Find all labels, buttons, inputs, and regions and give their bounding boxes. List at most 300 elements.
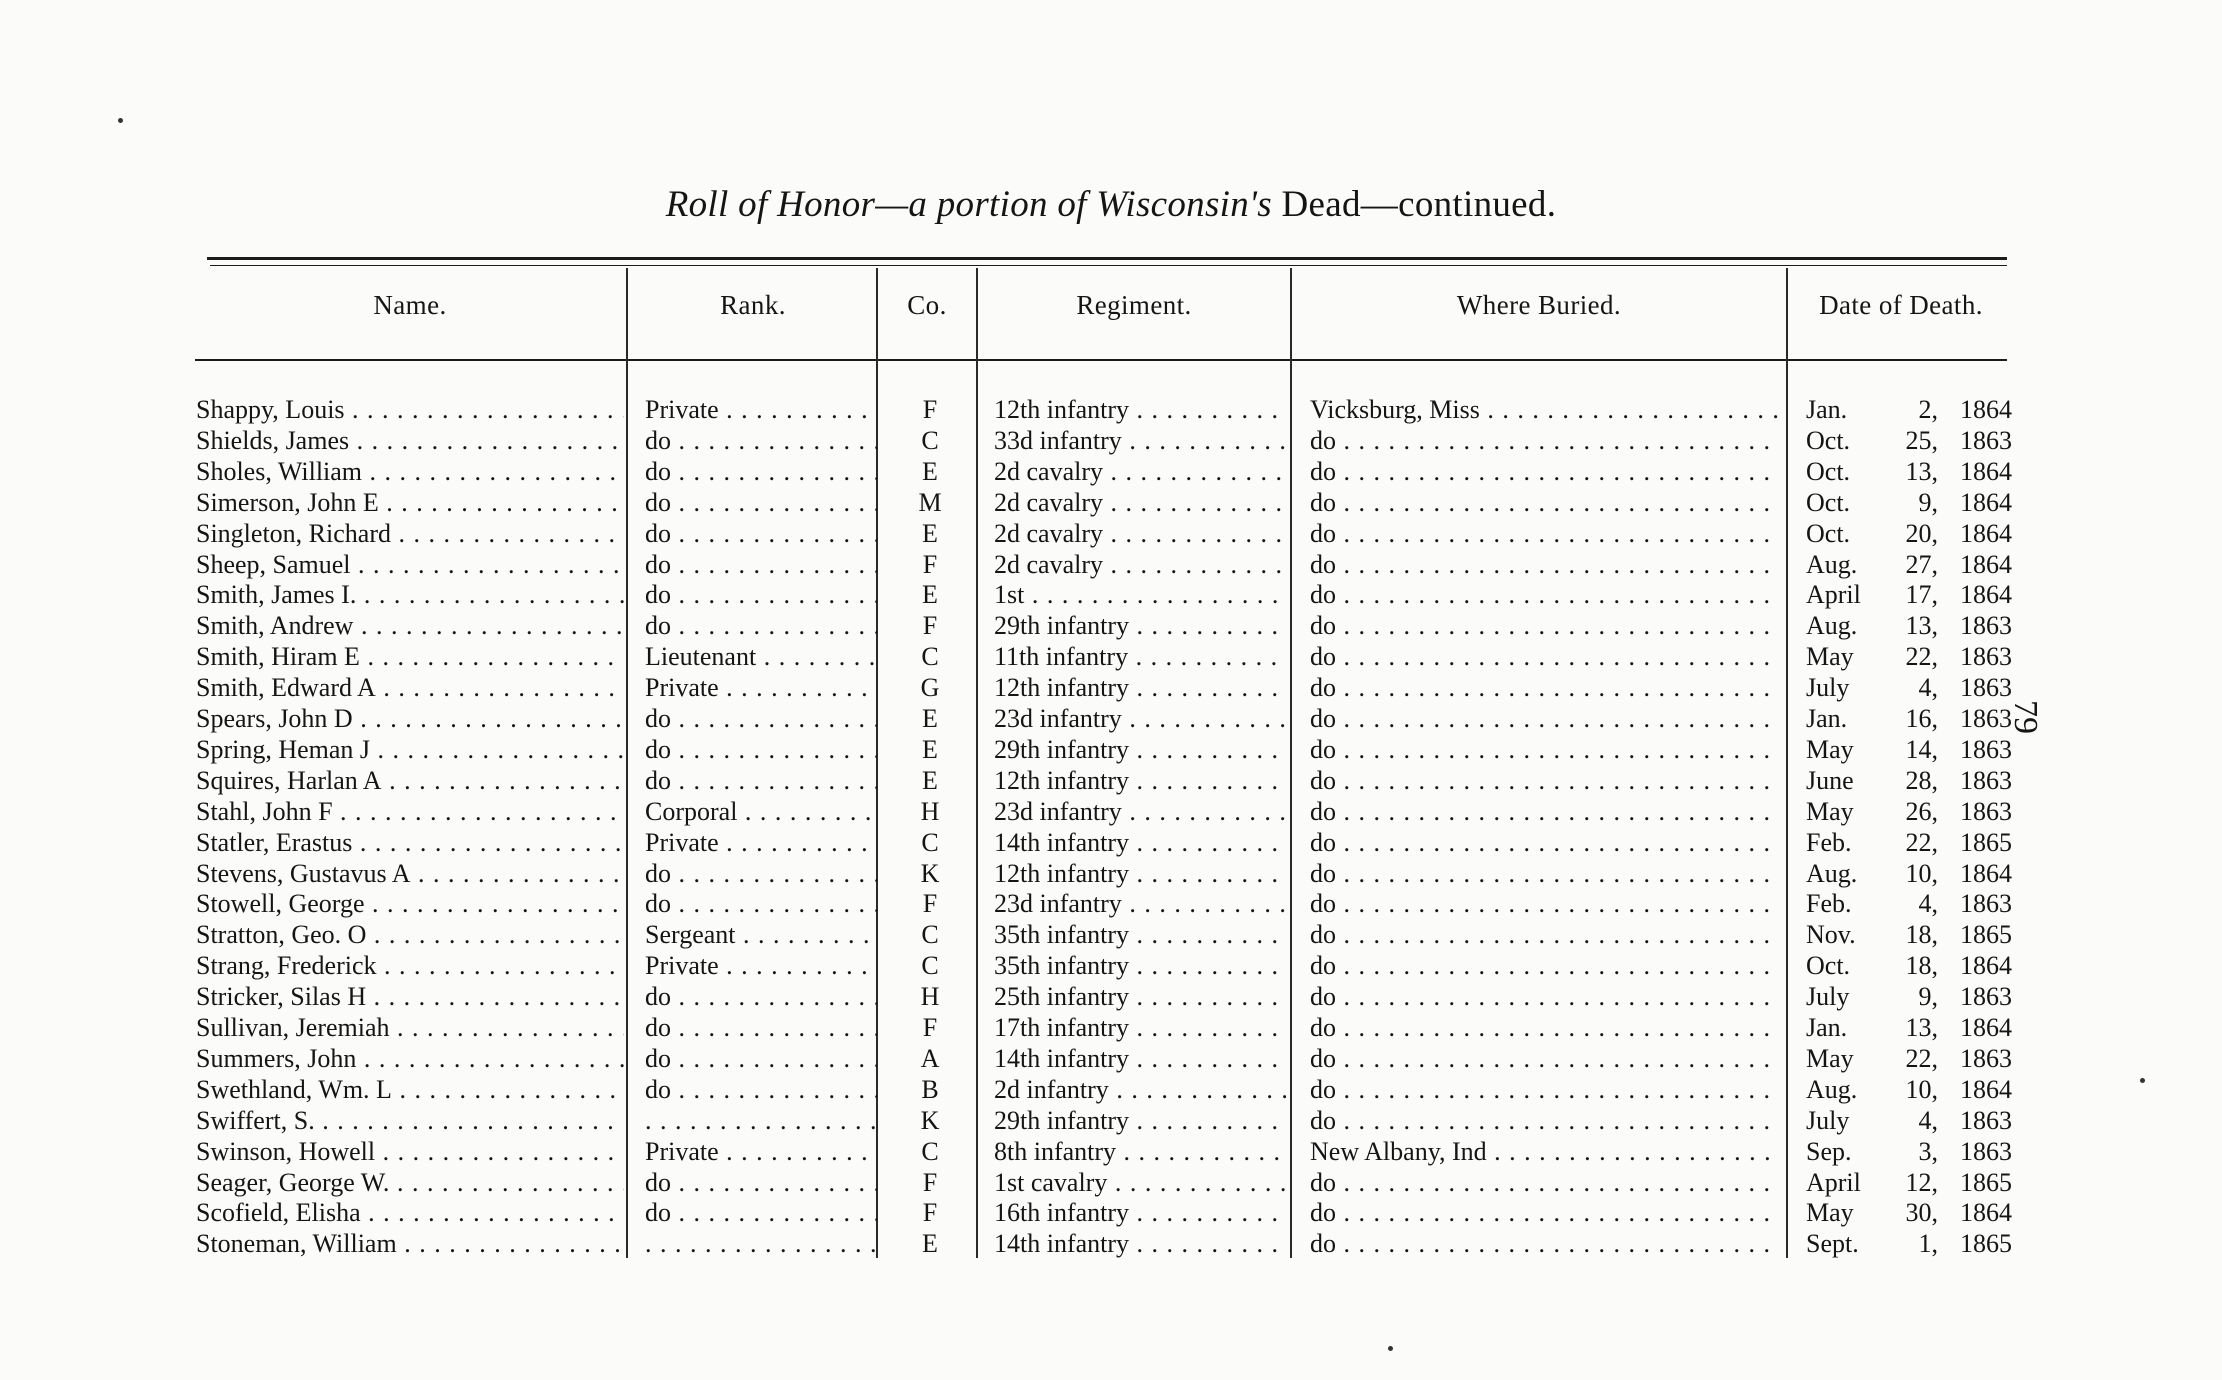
table-row — [0, 1228, 2222, 1259]
death-year: 1864 — [1960, 549, 2012, 579]
company-cell-text: F — [922, 1198, 938, 1228]
name-cell — [196, 1228, 624, 1259]
death-year: 1863 — [1960, 1105, 2012, 1135]
rank-cell-text: Sergeant — [645, 920, 736, 950]
regiment-cell — [994, 1074, 1286, 1105]
company-cell — [890, 1136, 970, 1167]
name-cell — [196, 487, 624, 518]
where-buried-cell-text: do — [1310, 673, 1336, 703]
company-cell — [890, 1043, 970, 1074]
death-year: 1863 — [1960, 704, 2012, 733]
regiment-cell-text: 17th infantry — [994, 1013, 1130, 1042]
death-day: 4, — [1918, 1105, 1938, 1135]
death-day: 9, — [1918, 982, 1938, 1012]
where-buried-cell-text: do — [1310, 518, 1336, 548]
death-year: 1865 — [1960, 827, 2012, 857]
company-cell — [890, 579, 970, 610]
column-header-regiment: Regiment. — [1076, 290, 1192, 320]
regiment-cell — [994, 1043, 1286, 1074]
column-header-where-buried: Where Buried. — [1456, 290, 1622, 320]
rank-cell — [645, 1228, 877, 1259]
name-cell-text: Swinson, Howell — [196, 1136, 376, 1166]
where-buried-cell — [1310, 703, 1780, 734]
rank-cell-text: do — [645, 1167, 671, 1197]
where-buried-cell — [1310, 919, 1780, 950]
rank-cell — [645, 703, 877, 734]
regiment-cell-text: 12th infantry — [994, 673, 1130, 703]
date-of-death-cell — [1806, 888, 2012, 919]
company-cell — [890, 518, 970, 549]
rank-cell-text: do — [645, 704, 671, 733]
name-cell — [196, 734, 624, 765]
death-day: 4, — [1918, 889, 1938, 919]
regiment-cell-text: 25th infantry — [994, 982, 1130, 1012]
regiment-cell-text: 29th infantry — [994, 734, 1130, 764]
name-cell — [196, 518, 624, 549]
death-day: 9, — [1918, 487, 1938, 517]
name-cell-text: Stevens, Gustavus A — [196, 858, 411, 888]
death-month: Oct. — [1806, 518, 1851, 548]
rank-cell-text: do — [645, 456, 671, 486]
death-day: 14, — [1905, 734, 1938, 764]
column-header-date-of-death: Date of Death. — [1819, 290, 1983, 320]
death-year: 1863 — [1960, 1043, 2012, 1073]
where-buried-cell — [1310, 641, 1780, 672]
where-buried-cell — [1310, 1136, 1780, 1167]
where-buried-cell — [1310, 394, 1780, 425]
name-cell — [196, 641, 624, 672]
regiment-cell-text: 14th infantry — [994, 1229, 1130, 1259]
death-year: 1864 — [1960, 518, 2012, 548]
print-speck — [118, 118, 123, 123]
title-wisconsin: Wisconsin's — [1096, 184, 1272, 225]
regiment-cell — [994, 1228, 1286, 1259]
date-of-death-cell — [1806, 1012, 2012, 1043]
where-buried-cell-text: do — [1310, 734, 1336, 764]
regiment-cell-text: 35th infantry — [994, 920, 1130, 950]
date-of-death-cell — [1806, 858, 2012, 889]
date-of-death-cell — [1806, 703, 2012, 734]
page-number: 79 — [2007, 700, 2044, 734]
rank-cell — [645, 796, 877, 827]
rank-cell-text: do — [645, 1043, 671, 1073]
company-cell-text: E — [922, 1229, 938, 1259]
rank-cell — [645, 950, 877, 981]
regiment-cell-text: 29th infantry — [994, 1105, 1130, 1135]
death-year: 1864 — [1960, 858, 2012, 888]
death-day: 27, — [1905, 549, 1938, 579]
name-cell — [196, 1105, 624, 1136]
where-buried-cell — [1310, 1012, 1780, 1043]
company-cell — [890, 394, 970, 425]
death-month: May — [1806, 734, 1854, 764]
regiment-cell — [994, 518, 1286, 549]
date-of-death-cell — [1806, 981, 2012, 1012]
death-year: 1863 — [1960, 1136, 2012, 1166]
rank-cell-text: Private — [645, 827, 719, 857]
name-cell — [196, 549, 624, 580]
table-row — [0, 487, 2222, 518]
death-month: July — [1806, 673, 1850, 703]
name-cell — [196, 579, 624, 610]
regiment-cell — [994, 919, 1286, 950]
where-buried-cell-text: do — [1310, 889, 1336, 919]
company-cell-text: G — [920, 673, 940, 703]
company-cell-text: E — [922, 704, 938, 733]
regiment-cell-text: 2d cavalry — [994, 456, 1104, 486]
table-row — [0, 858, 2222, 889]
name-cell-text: Strang, Frederick — [196, 951, 377, 981]
regiment-cell-text: 23d infantry — [994, 704, 1122, 733]
company-cell — [890, 641, 970, 672]
rank-cell — [645, 1105, 877, 1136]
rank-cell — [645, 734, 877, 765]
where-buried-cell-text: do — [1310, 858, 1336, 888]
company-cell-text: C — [921, 827, 939, 857]
rank-cell-text: do — [645, 734, 671, 764]
death-day: 1, — [1918, 1229, 1938, 1259]
death-year: 1863 — [1960, 734, 2012, 764]
death-month: Aug. — [1806, 549, 1858, 579]
rank-cell-text: do — [645, 549, 671, 579]
death-year: 1863 — [1960, 765, 2012, 795]
top-thin-rule — [210, 265, 2007, 266]
where-buried-cell — [1310, 1197, 1780, 1228]
name-cell-text: Scofield, Elisha — [196, 1198, 361, 1228]
rank-cell — [645, 1167, 877, 1198]
death-year: 1864 — [1960, 951, 2012, 981]
date-of-death-cell — [1806, 827, 2012, 858]
print-speck — [2140, 1078, 2145, 1083]
death-month: May — [1806, 1043, 1854, 1073]
death-day: 26, — [1905, 796, 1938, 826]
date-of-death-cell — [1806, 1043, 2012, 1074]
death-year: 1863 — [1960, 425, 2012, 455]
name-cell-text: Stoneman, William — [196, 1229, 397, 1259]
date-of-death-cell — [1806, 641, 2012, 672]
where-buried-cell — [1310, 858, 1780, 889]
death-day: 13, — [1905, 611, 1938, 641]
rank-cell — [645, 641, 877, 672]
rank-cell-text: do — [645, 487, 671, 517]
regiment-cell-text: 2d cavalry — [994, 549, 1104, 579]
rank-cell-text: do — [645, 1198, 671, 1228]
name-cell — [196, 981, 624, 1012]
where-buried-cell — [1310, 827, 1780, 858]
rank-cell-text: do — [645, 765, 671, 795]
regiment-cell — [994, 1197, 1286, 1228]
where-buried-cell — [1310, 765, 1780, 796]
regiment-cell — [994, 641, 1286, 672]
rank-cell-text: do — [645, 425, 671, 455]
where-buried-cell-text: do — [1310, 951, 1336, 981]
company-cell-text: E — [922, 456, 938, 486]
death-month: Oct. — [1806, 425, 1851, 455]
name-cell — [196, 827, 624, 858]
death-month: Jan. — [1806, 704, 1848, 733]
table-row — [0, 981, 2222, 1012]
rank-cell — [645, 919, 877, 950]
table-row — [0, 796, 2222, 827]
date-of-death-cell — [1806, 1228, 2012, 1259]
where-buried-cell-text: do — [1310, 1229, 1336, 1259]
death-month: Aug. — [1806, 611, 1858, 641]
table-row — [0, 549, 2222, 580]
rank-cell-text: Private — [645, 673, 719, 703]
table-row — [0, 672, 2222, 703]
name-cell-text: Sullivan, Jeremiah — [196, 1013, 390, 1042]
rank-cell — [645, 981, 877, 1012]
table-row — [0, 1197, 2222, 1228]
regiment-cell-text: 23d infantry — [994, 796, 1122, 826]
regiment-cell-text: 2d infantry — [994, 1074, 1109, 1104]
rank-cell — [645, 425, 877, 456]
death-year: 1864 — [1960, 1198, 2012, 1228]
death-year: 1863 — [1960, 673, 2012, 703]
name-cell — [196, 703, 624, 734]
death-day: 10, — [1905, 1074, 1938, 1104]
name-cell-text: Stahl, John F — [196, 796, 333, 826]
regiment-cell-text: 12th infantry — [994, 858, 1130, 888]
company-cell-text: F — [922, 549, 938, 579]
death-day: 16, — [1905, 704, 1938, 733]
where-buried-cell — [1310, 456, 1780, 487]
death-month: May — [1806, 796, 1854, 826]
name-cell-text: Sheep, Samuel — [196, 549, 351, 579]
regiment-cell — [994, 1012, 1286, 1043]
name-cell — [196, 950, 624, 981]
rank-cell — [645, 672, 877, 703]
death-year: 1865 — [1960, 920, 2012, 950]
table-row — [0, 919, 2222, 950]
death-month: Oct. — [1806, 456, 1851, 486]
regiment-cell — [994, 1167, 1286, 1198]
rank-cell-text: do — [645, 611, 671, 641]
regiment-cell — [994, 394, 1286, 425]
company-cell — [890, 1012, 970, 1043]
where-buried-cell-text: do — [1310, 487, 1336, 517]
where-buried-cell-text: do — [1310, 456, 1336, 486]
name-cell-text: Sholes, William — [196, 456, 363, 486]
company-cell-text: C — [921, 642, 939, 672]
company-cell — [890, 950, 970, 981]
death-month: Feb. — [1806, 889, 1852, 919]
date-of-death-cell — [1806, 734, 2012, 765]
name-cell-text: Stricker, Silas H — [196, 982, 367, 1012]
regiment-cell-text: 8th infantry — [994, 1136, 1117, 1166]
rank-cell — [645, 394, 877, 425]
name-cell — [196, 610, 624, 641]
company-cell — [890, 827, 970, 858]
rank-cell-text: do — [645, 1074, 671, 1104]
where-buried-cell-text: do — [1310, 1013, 1336, 1042]
where-buried-cell-text: do — [1310, 796, 1336, 826]
regiment-cell — [994, 672, 1286, 703]
company-cell — [890, 1074, 970, 1105]
date-of-death-cell — [1806, 394, 2012, 425]
company-cell — [890, 796, 970, 827]
death-day: 25, — [1905, 425, 1938, 455]
company-cell — [890, 734, 970, 765]
name-cell-text: Smith, James I. — [196, 580, 357, 610]
regiment-cell — [994, 827, 1286, 858]
table-row — [0, 641, 2222, 672]
name-cell-text: Shields, James — [196, 425, 350, 455]
death-day: 13, — [1905, 1013, 1938, 1042]
rank-cell — [645, 1136, 877, 1167]
company-cell-text: E — [922, 765, 938, 795]
company-cell-text: F — [922, 1167, 938, 1197]
rank-cell — [645, 518, 877, 549]
where-buried-cell — [1310, 672, 1780, 703]
column-header-rank: Rank. — [720, 290, 786, 320]
title-roll-of-honor: Roll of Honor — [665, 184, 876, 225]
company-cell-text: F — [922, 611, 938, 641]
company-cell — [890, 1167, 970, 1198]
name-cell-text: Spring, Heman J — [196, 734, 371, 764]
table-row — [0, 394, 2222, 425]
rank-cell — [645, 888, 877, 919]
regiment-cell — [994, 425, 1286, 456]
name-cell-text: Singleton, Richard — [196, 518, 391, 548]
regiment-cell-text: 14th infantry — [994, 1043, 1130, 1073]
death-month: Nov. — [1806, 920, 1856, 950]
rank-cell — [645, 858, 877, 889]
company-cell-text: F — [922, 889, 938, 919]
company-cell — [890, 610, 970, 641]
regiment-cell — [994, 858, 1286, 889]
rank-cell — [645, 1012, 877, 1043]
company-cell-text: A — [920, 1043, 940, 1073]
regiment-cell-text: 11th infantry — [994, 642, 1129, 672]
where-buried-cell-text: do — [1310, 642, 1336, 672]
death-day: 13, — [1905, 456, 1938, 486]
death-month: June — [1806, 765, 1854, 795]
regiment-cell-text: 23d infantry — [994, 889, 1122, 919]
where-buried-cell — [1310, 425, 1780, 456]
rank-cell-text: Private — [645, 395, 719, 424]
company-cell-text: M — [918, 487, 942, 517]
rank-cell-text: Corporal — [645, 796, 738, 826]
company-cell-text: K — [920, 1105, 940, 1135]
death-year: 1864 — [1960, 580, 2012, 610]
date-of-death-cell — [1806, 487, 2012, 518]
where-buried-cell — [1310, 796, 1780, 827]
death-day: 2, — [1918, 395, 1938, 424]
death-month: Oct. — [1806, 487, 1851, 517]
table-row — [0, 1043, 2222, 1074]
rank-cell — [645, 549, 877, 580]
regiment-cell — [994, 888, 1286, 919]
regiment-cell-text: 2d cavalry — [994, 487, 1104, 517]
death-month: Oct. — [1806, 951, 1851, 981]
company-cell — [890, 672, 970, 703]
regiment-cell — [994, 549, 1286, 580]
rank-cell-text: do — [645, 518, 671, 548]
death-day: 18, — [1905, 951, 1938, 981]
where-buried-cell — [1310, 487, 1780, 518]
date-of-death-cell — [1806, 919, 2012, 950]
death-month: Aug. — [1806, 858, 1858, 888]
regiment-cell-text: 35th infantry — [994, 951, 1130, 981]
rank-cell — [645, 765, 877, 796]
death-day: 10, — [1905, 858, 1938, 888]
where-buried-cell-text: do — [1310, 1167, 1336, 1197]
regiment-cell — [994, 950, 1286, 981]
where-buried-cell — [1310, 950, 1780, 981]
where-buried-cell-text: do — [1310, 1198, 1336, 1228]
table-row — [0, 888, 2222, 919]
column-header-co: Co. — [907, 290, 947, 320]
rank-cell-text: Private — [645, 951, 719, 981]
death-day: 4, — [1918, 673, 1938, 703]
table-row — [0, 610, 2222, 641]
death-day: 3, — [1918, 1136, 1938, 1166]
name-cell — [196, 1074, 624, 1105]
death-year: 1864 — [1960, 1013, 2012, 1042]
regiment-cell — [994, 1105, 1286, 1136]
rank-cell — [645, 579, 877, 610]
rank-cell-text: do — [645, 982, 671, 1012]
where-buried-cell-text: do — [1310, 549, 1336, 579]
date-of-death-cell — [1806, 1197, 2012, 1228]
where-buried-cell-text: do — [1310, 704, 1336, 733]
death-year: 1863 — [1960, 796, 2012, 826]
company-cell-text: C — [921, 951, 939, 981]
death-month: April — [1806, 1167, 1861, 1197]
title-portion: —a portion of — [875, 184, 1097, 225]
regiment-cell-text: 33d infantry — [994, 425, 1122, 455]
rank-cell — [645, 1197, 877, 1228]
where-buried-cell — [1310, 549, 1780, 580]
where-buried-cell-text: do — [1310, 1043, 1336, 1073]
where-buried-cell-text: do — [1310, 580, 1336, 610]
regiment-cell — [994, 579, 1286, 610]
where-buried-cell — [1310, 888, 1780, 919]
where-buried-cell — [1310, 518, 1780, 549]
regiment-cell — [994, 734, 1286, 765]
company-cell-text: K — [920, 858, 940, 888]
date-of-death-cell — [1806, 549, 2012, 580]
company-cell — [890, 703, 970, 734]
name-cell — [196, 1197, 624, 1228]
company-cell-text: F — [922, 1013, 938, 1042]
rank-cell-text: do — [645, 580, 671, 610]
rank-cell — [645, 456, 877, 487]
rank-cell-text: Private — [645, 1136, 719, 1166]
table-row — [0, 703, 2222, 734]
regiment-cell-text: 29th infantry — [994, 611, 1130, 641]
regiment-cell-text: 14th infantry — [994, 827, 1130, 857]
where-buried-cell — [1310, 579, 1780, 610]
death-month: July — [1806, 982, 1850, 1012]
where-buried-cell — [1310, 1228, 1780, 1259]
table-row — [0, 518, 2222, 549]
title-dead: Dead — [1271, 184, 1361, 225]
print-speck — [1388, 1346, 1393, 1351]
table-row — [0, 1167, 2222, 1198]
company-cell-text: H — [920, 796, 940, 826]
date-of-death-cell — [1806, 610, 2012, 641]
header-bottom-rule — [195, 359, 2007, 361]
death-month: May — [1806, 642, 1854, 672]
rank-cell-text: do — [645, 889, 671, 919]
title-continued: —continued. — [1360, 184, 1557, 225]
death-year: 1863 — [1960, 889, 2012, 919]
table-row — [0, 1012, 2222, 1043]
company-cell-text: C — [921, 920, 939, 950]
name-cell — [196, 1043, 624, 1074]
